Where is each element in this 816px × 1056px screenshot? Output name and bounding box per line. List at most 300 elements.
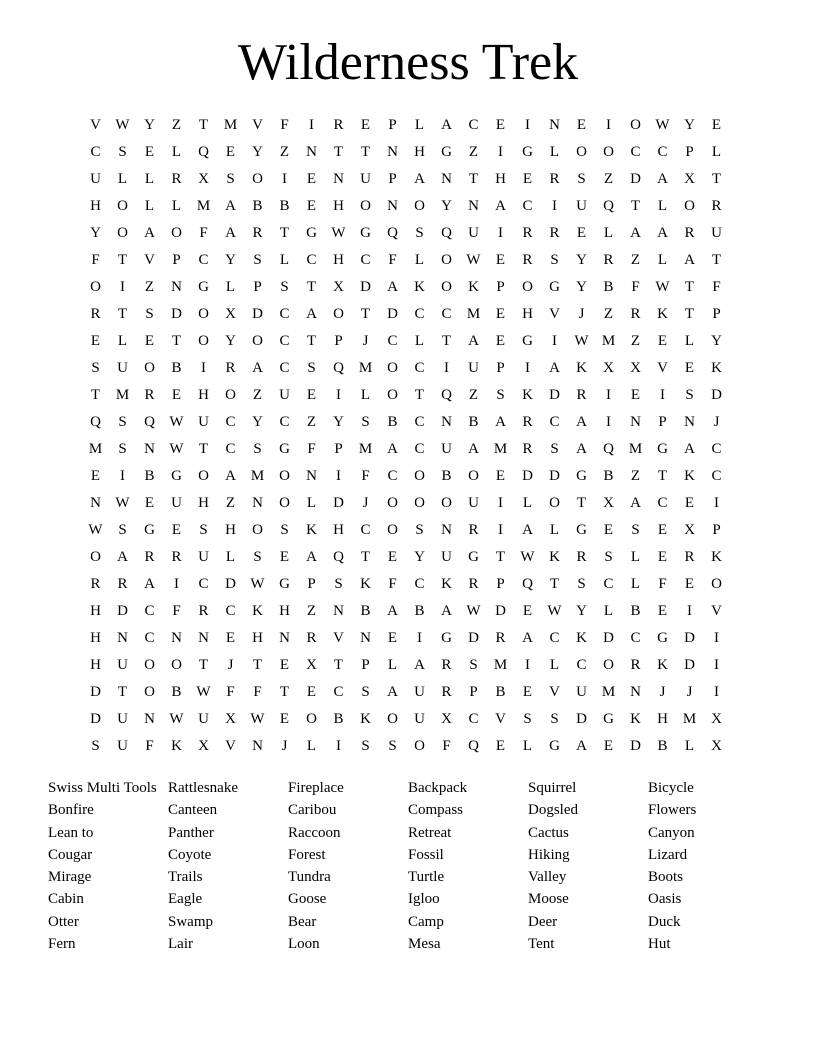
grid-letter[interactable]: D — [576, 711, 587, 727]
grid-letter[interactable]: M — [601, 333, 616, 349]
grid-letter[interactable]: O — [171, 225, 182, 241]
grid-letter[interactable]: S — [280, 279, 289, 295]
grid-letter[interactable]: E — [279, 657, 290, 673]
grid-letter[interactable]: X — [603, 495, 614, 511]
grid-letter[interactable]: T — [279, 684, 290, 700]
grid-letter[interactable]: C — [279, 333, 290, 349]
grid-letter[interactable]: U — [576, 684, 587, 700]
grid-letter[interactable]: K — [549, 549, 560, 565]
grid-letter[interactable]: Y — [225, 252, 236, 268]
grid-letter[interactable]: P — [172, 252, 181, 268]
grid-letter[interactable]: E — [306, 171, 317, 187]
grid-letter[interactable]: D — [171, 306, 182, 322]
grid-letter[interactable]: S — [550, 252, 559, 268]
grid-letter[interactable]: L — [279, 252, 290, 268]
grid-letter[interactable]: R — [684, 549, 695, 565]
grid-letter[interactable]: T — [468, 171, 479, 187]
grid-letter[interactable]: E — [495, 738, 506, 754]
grid-letter[interactable]: U — [198, 711, 209, 727]
grid-letter[interactable]: C — [657, 144, 668, 160]
grid-letter[interactable]: X — [306, 657, 317, 673]
grid-letter[interactable]: I — [606, 414, 611, 430]
grid-letter[interactable]: U — [468, 495, 479, 511]
grid-letter[interactable]: A — [387, 441, 398, 457]
grid-letter[interactable]: Y — [711, 333, 722, 349]
grid-letter[interactable]: F — [253, 684, 262, 700]
grid-letter[interactable]: R — [144, 549, 155, 565]
grid-letter[interactable]: I — [120, 468, 125, 484]
grid-letter[interactable]: C — [603, 576, 614, 592]
grid-letter[interactable]: B — [603, 468, 614, 484]
grid-letter[interactable]: L — [144, 171, 155, 187]
grid-letter[interactable]: C — [225, 441, 236, 457]
grid-letter[interactable]: L — [225, 549, 236, 565]
grid-letter[interactable]: O — [144, 360, 155, 376]
grid-letter[interactable]: R — [576, 549, 587, 565]
grid-letter[interactable]: K — [576, 360, 587, 376]
grid-letter[interactable]: D — [549, 387, 560, 403]
grid-letter[interactable]: K — [306, 522, 317, 538]
grid-letter[interactable]: V — [549, 684, 560, 700]
grid-letter[interactable]: O — [90, 279, 101, 295]
grid-letter[interactable]: I — [606, 387, 611, 403]
grid-letter[interactable]: Q — [441, 387, 452, 403]
grid-letter[interactable]: L — [171, 198, 182, 214]
grid-letter[interactable]: H — [333, 252, 344, 268]
grid-letter[interactable]: G — [441, 144, 452, 160]
grid-letter[interactable]: O — [441, 279, 452, 295]
grid-letter[interactable]: O — [603, 657, 614, 673]
grid-letter[interactable]: T — [684, 279, 695, 295]
grid-letter[interactable]: L — [117, 333, 128, 349]
grid-letter[interactable]: U — [414, 684, 425, 700]
grid-letter[interactable]: T — [360, 549, 371, 565]
grid-letter[interactable]: Q — [198, 144, 209, 160]
grid-letter[interactable]: O — [387, 711, 398, 727]
grid-letter[interactable]: S — [91, 360, 100, 376]
grid-letter[interactable]: R — [603, 252, 614, 268]
grid-letter[interactable]: U — [90, 171, 101, 187]
grid-letter[interactable]: X — [684, 522, 695, 538]
grid-letter[interactable]: A — [549, 360, 560, 376]
grid-letter[interactable]: M — [601, 684, 616, 700]
grid-letter[interactable]: A — [225, 225, 236, 241]
grid-letter[interactable]: R — [684, 225, 695, 241]
grid-letter[interactable]: C — [522, 198, 533, 214]
grid-letter[interactable]: D — [630, 738, 641, 754]
grid-letter[interactable]: Z — [225, 495, 236, 511]
grid-letter[interactable]: T — [333, 144, 344, 160]
grid-letter[interactable]: A — [657, 225, 668, 241]
grid-letter[interactable]: L — [522, 495, 533, 511]
grid-letter[interactable]: A — [522, 522, 533, 538]
grid-letter[interactable]: N — [441, 522, 452, 538]
grid-letter[interactable]: E — [684, 576, 695, 592]
grid-letter[interactable]: S — [685, 387, 694, 403]
grid-letter[interactable]: T — [117, 306, 128, 322]
grid-letter[interactable]: E — [306, 387, 317, 403]
grid-letter[interactable]: R — [225, 360, 236, 376]
grid-letter[interactable]: R — [522, 252, 533, 268]
grid-letter[interactable]: S — [361, 414, 370, 430]
grid-letter[interactable]: U — [441, 549, 452, 565]
grid-letter[interactable]: E — [711, 117, 722, 133]
grid-letter[interactable]: O — [576, 144, 587, 160]
grid-letter[interactable]: D — [252, 306, 263, 322]
grid-letter[interactable]: B — [414, 603, 425, 619]
grid-letter[interactable]: V — [333, 630, 344, 646]
grid-letter[interactable]: E — [522, 603, 533, 619]
grid-letter[interactable]: C — [711, 468, 722, 484]
grid-letter[interactable]: X — [198, 171, 209, 187]
grid-letter[interactable]: Z — [468, 144, 479, 160]
grid-letter[interactable]: U — [711, 225, 722, 241]
grid-letter[interactable]: I — [309, 117, 314, 133]
grid-letter[interactable]: D — [711, 387, 722, 403]
grid-letter[interactable]: O — [414, 198, 425, 214]
grid-letter[interactable]: Z — [171, 117, 182, 133]
grid-letter[interactable]: L — [306, 738, 317, 754]
grid-letter[interactable]: K — [711, 549, 722, 565]
grid-letter[interactable]: S — [253, 441, 262, 457]
grid-letter[interactable]: W — [250, 711, 265, 727]
grid-letter[interactable]: J — [362, 495, 369, 511]
grid-letter[interactable]: H — [657, 711, 668, 727]
grid-letter[interactable]: G — [549, 738, 560, 754]
grid-letter[interactable]: C — [549, 414, 560, 430]
grid-letter[interactable]: I — [525, 360, 530, 376]
grid-letter[interactable]: H — [252, 630, 263, 646]
grid-letter[interactable]: Y — [333, 414, 344, 430]
grid-letter[interactable]: V — [90, 117, 101, 133]
grid-letter[interactable]: S — [334, 576, 343, 592]
grid-letter[interactable]: S — [550, 711, 559, 727]
grid-letter[interactable]: I — [687, 603, 692, 619]
grid-letter[interactable]: E — [495, 333, 506, 349]
grid-letter[interactable]: Z — [252, 387, 263, 403]
grid-letter[interactable]: L — [711, 144, 722, 160]
grid-letter[interactable]: R — [333, 117, 344, 133]
grid-letter[interactable]: C — [414, 360, 425, 376]
grid-letter[interactable]: A — [225, 468, 236, 484]
grid-letter[interactable]: O — [414, 738, 425, 754]
grid-letter[interactable]: E — [360, 117, 371, 133]
grid-letter[interactable]: I — [525, 117, 530, 133]
grid-letter[interactable]: Y — [576, 279, 587, 295]
grid-letter[interactable]: F — [658, 576, 667, 592]
grid-letter[interactable]: T — [198, 117, 209, 133]
grid-letter[interactable]: I — [498, 144, 503, 160]
grid-letter[interactable]: W — [547, 603, 562, 619]
grid-letter[interactable]: N — [630, 414, 641, 430]
grid-letter[interactable]: H — [522, 306, 533, 322]
grid-letter[interactable]: Q — [333, 360, 344, 376]
grid-letter[interactable]: D — [549, 468, 560, 484]
grid-letter[interactable]: M — [88, 441, 103, 457]
grid-letter[interactable]: A — [522, 630, 533, 646]
grid-letter[interactable]: E — [495, 117, 506, 133]
grid-letter[interactable]: I — [714, 657, 719, 673]
grid-letter[interactable]: I — [174, 576, 179, 592]
grid-letter[interactable]: T — [360, 306, 371, 322]
grid-letter[interactable]: F — [199, 225, 208, 241]
grid-letter[interactable]: W — [466, 252, 481, 268]
grid-letter[interactable]: R — [441, 684, 452, 700]
grid-letter[interactable]: G — [360, 225, 371, 241]
grid-letter[interactable]: Q — [468, 738, 479, 754]
grid-letter[interactable]: E — [603, 738, 614, 754]
grid-letter[interactable]: K — [360, 711, 371, 727]
grid-letter[interactable]: D — [684, 630, 695, 646]
grid-letter[interactable]: A — [441, 603, 452, 619]
grid-letter[interactable]: F — [91, 252, 100, 268]
grid-letter[interactable]: Z — [468, 387, 479, 403]
grid-letter[interactable]: T — [306, 333, 317, 349]
grid-letter[interactable]: C — [387, 333, 398, 349]
grid-letter[interactable]: A — [306, 549, 317, 565]
grid-letter[interactable]: E — [576, 117, 587, 133]
grid-letter[interactable]: U — [171, 495, 182, 511]
grid-letter[interactable]: J — [362, 333, 369, 349]
grid-letter[interactable]: A — [495, 198, 506, 214]
grid-letter[interactable]: W — [169, 441, 184, 457]
grid-letter[interactable]: T — [441, 333, 452, 349]
grid-letter[interactable]: S — [118, 144, 127, 160]
grid-letter[interactable]: B — [603, 279, 614, 295]
grid-letter[interactable]: O — [684, 198, 695, 214]
grid-letter[interactable]: F — [172, 603, 181, 619]
grid-letter[interactable]: I — [336, 387, 341, 403]
grid-letter[interactable]: G — [549, 279, 560, 295]
grid-letter[interactable]: M — [196, 198, 211, 214]
grid-letter[interactable]: L — [549, 144, 560, 160]
grid-letter[interactable]: S — [253, 252, 262, 268]
grid-letter[interactable]: C — [225, 603, 236, 619]
grid-letter[interactable]: B — [657, 738, 668, 754]
grid-letter[interactable]: I — [498, 225, 503, 241]
grid-letter[interactable]: A — [576, 738, 587, 754]
grid-letter[interactable]: P — [469, 684, 478, 700]
grid-letter[interactable]: G — [603, 711, 614, 727]
grid-letter[interactable]: E — [90, 468, 101, 484]
grid-letter[interactable]: O — [603, 144, 614, 160]
grid-letter[interactable]: N — [171, 630, 182, 646]
grid-letter[interactable]: R — [117, 576, 128, 592]
grid-letter[interactable]: P — [658, 414, 667, 430]
grid-letter[interactable]: S — [523, 711, 532, 727]
grid-letter[interactable]: L — [549, 657, 560, 673]
grid-letter[interactable]: O — [441, 252, 452, 268]
grid-letter[interactable]: D — [333, 495, 344, 511]
grid-letter[interactable]: H — [198, 387, 209, 403]
grid-letter[interactable]: G — [657, 630, 668, 646]
grid-letter[interactable]: S — [415, 225, 424, 241]
grid-letter[interactable]: A — [684, 441, 695, 457]
grid-letter[interactable]: C — [225, 414, 236, 430]
grid-letter[interactable]: S — [496, 387, 505, 403]
grid-letter[interactable]: Y — [225, 333, 236, 349]
grid-letter[interactable]: I — [120, 279, 125, 295]
grid-letter[interactable]: G — [198, 279, 209, 295]
grid-letter[interactable]: E — [684, 360, 695, 376]
grid-letter[interactable]: A — [144, 576, 155, 592]
grid-letter[interactable]: Y — [252, 414, 263, 430]
grid-letter[interactable]: O — [630, 117, 641, 133]
grid-letter[interactable]: R — [90, 306, 101, 322]
grid-letter[interactable]: B — [171, 684, 182, 700]
grid-letter[interactable]: U — [360, 171, 371, 187]
grid-letter[interactable]: B — [252, 198, 263, 214]
grid-letter[interactable]: T — [198, 657, 209, 673]
grid-letter[interactable]: C — [279, 360, 290, 376]
grid-letter[interactable]: S — [199, 522, 208, 538]
grid-letter[interactable]: M — [466, 306, 481, 322]
grid-letter[interactable]: Z — [630, 252, 641, 268]
grid-letter[interactable]: S — [145, 306, 154, 322]
grid-letter[interactable]: P — [388, 171, 397, 187]
grid-letter[interactable]: R — [198, 603, 209, 619]
grid-letter[interactable]: E — [387, 630, 398, 646]
grid-letter[interactable]: C — [414, 441, 425, 457]
grid-letter[interactable]: A — [468, 333, 479, 349]
grid-letter[interactable]: H — [90, 603, 101, 619]
grid-letter[interactable]: E — [225, 630, 236, 646]
grid-letter[interactable]: I — [444, 360, 449, 376]
grid-letter[interactable]: T — [684, 306, 695, 322]
grid-letter[interactable]: Y — [90, 225, 101, 241]
grid-letter[interactable]: T — [171, 333, 182, 349]
grid-letter[interactable]: O — [468, 468, 479, 484]
grid-letter[interactable]: B — [468, 414, 479, 430]
grid-letter[interactable]: Y — [252, 144, 263, 160]
grid-letter[interactable]: I — [714, 630, 719, 646]
grid-letter[interactable]: O — [414, 468, 425, 484]
grid-letter[interactable]: A — [630, 495, 641, 511]
grid-letter[interactable]: T — [90, 387, 101, 403]
grid-letter[interactable]: U — [576, 198, 587, 214]
grid-letter[interactable]: V — [225, 738, 236, 754]
grid-letter[interactable]: G — [279, 576, 290, 592]
grid-letter[interactable]: S — [91, 738, 100, 754]
grid-letter[interactable]: R — [630, 306, 641, 322]
grid-letter[interactable]: N — [333, 171, 344, 187]
grid-letter[interactable]: L — [630, 576, 641, 592]
grid-letter[interactable]: O — [549, 495, 560, 511]
grid-letter[interactable]: H — [90, 198, 101, 214]
grid-letter[interactable]: E — [144, 144, 155, 160]
grid-letter[interactable]: A — [468, 441, 479, 457]
grid-letter[interactable]: U — [117, 657, 128, 673]
grid-letter[interactable]: C — [711, 441, 722, 457]
grid-letter[interactable]: T — [630, 198, 641, 214]
grid-letter[interactable]: Q — [603, 198, 614, 214]
grid-letter[interactable]: C — [279, 306, 290, 322]
grid-letter[interactable]: U — [441, 441, 452, 457]
grid-letter[interactable]: A — [441, 117, 452, 133]
grid-letter[interactable]: E — [522, 171, 533, 187]
grid-letter[interactable]: D — [90, 684, 101, 700]
grid-letter[interactable]: W — [169, 414, 184, 430]
grid-letter[interactable]: W — [115, 117, 130, 133]
grid-letter[interactable]: E — [657, 603, 668, 619]
grid-letter[interactable]: N — [306, 144, 317, 160]
grid-letter[interactable]: T — [576, 495, 587, 511]
grid-letter[interactable]: T — [495, 549, 506, 565]
grid-letter[interactable]: C — [414, 306, 425, 322]
grid-letter[interactable]: O — [198, 468, 209, 484]
grid-letter[interactable]: N — [333, 603, 344, 619]
grid-letter[interactable]: D — [225, 576, 236, 592]
grid-letter[interactable]: N — [171, 279, 182, 295]
grid-letter[interactable]: S — [361, 684, 370, 700]
grid-letter[interactable]: O — [90, 549, 101, 565]
grid-letter[interactable]: S — [307, 360, 316, 376]
grid-letter[interactable]: C — [441, 306, 452, 322]
grid-letter[interactable]: T — [252, 657, 263, 673]
grid-letter[interactable]: D — [117, 603, 128, 619]
grid-letter[interactable]: E — [90, 333, 101, 349]
grid-letter[interactable]: C — [414, 414, 425, 430]
grid-letter[interactable]: H — [279, 603, 290, 619]
grid-letter[interactable]: U — [279, 387, 290, 403]
grid-letter[interactable]: Z — [630, 468, 641, 484]
grid-letter[interactable]: E — [603, 522, 614, 538]
grid-letter[interactable]: T — [414, 387, 425, 403]
grid-letter[interactable]: F — [361, 468, 370, 484]
grid-letter[interactable]: M — [493, 657, 508, 673]
grid-letter[interactable]: L — [414, 252, 425, 268]
grid-letter[interactable]: T — [549, 576, 560, 592]
grid-letter[interactable]: C — [144, 630, 155, 646]
grid-letter[interactable]: C — [198, 576, 209, 592]
grid-letter[interactable]: R — [306, 630, 317, 646]
grid-letter[interactable]: O — [252, 333, 263, 349]
grid-letter[interactable]: T — [360, 144, 371, 160]
grid-letter[interactable]: R — [522, 441, 533, 457]
grid-letter[interactable]: R — [252, 225, 263, 241]
grid-letter[interactable]: C — [630, 144, 641, 160]
grid-letter[interactable]: J — [659, 684, 666, 700]
grid-letter[interactable]: C — [333, 684, 344, 700]
grid-letter[interactable]: C — [198, 252, 209, 268]
grid-letter[interactable]: A — [144, 225, 155, 241]
grid-letter[interactable]: L — [603, 225, 614, 241]
grid-letter[interactable]: B — [495, 684, 506, 700]
grid-letter[interactable]: P — [307, 576, 316, 592]
grid-letter[interactable]: L — [684, 738, 695, 754]
grid-letter[interactable]: K — [522, 387, 533, 403]
grid-letter[interactable]: X — [603, 360, 614, 376]
grid-letter[interactable]: R — [711, 198, 722, 214]
grid-letter[interactable]: E — [171, 522, 182, 538]
grid-letter[interactable]: I — [660, 387, 665, 403]
grid-letter[interactable]: O — [360, 198, 371, 214]
grid-letter[interactable]: S — [415, 522, 424, 538]
grid-letter[interactable]: I — [525, 657, 530, 673]
grid-letter[interactable]: K — [171, 738, 182, 754]
grid-letter[interactable]: R — [549, 225, 560, 241]
grid-letter[interactable]: M — [358, 360, 373, 376]
grid-letter[interactable]: N — [360, 630, 371, 646]
grid-letter[interactable]: N — [468, 198, 479, 214]
grid-letter[interactable]: Q — [144, 414, 155, 430]
grid-letter[interactable]: L — [225, 279, 236, 295]
grid-letter[interactable]: L — [360, 387, 371, 403]
grid-letter[interactable]: W — [655, 117, 670, 133]
grid-letter[interactable]: O — [306, 711, 317, 727]
grid-letter[interactable]: E — [684, 495, 695, 511]
grid-letter[interactable]: F — [307, 441, 316, 457]
